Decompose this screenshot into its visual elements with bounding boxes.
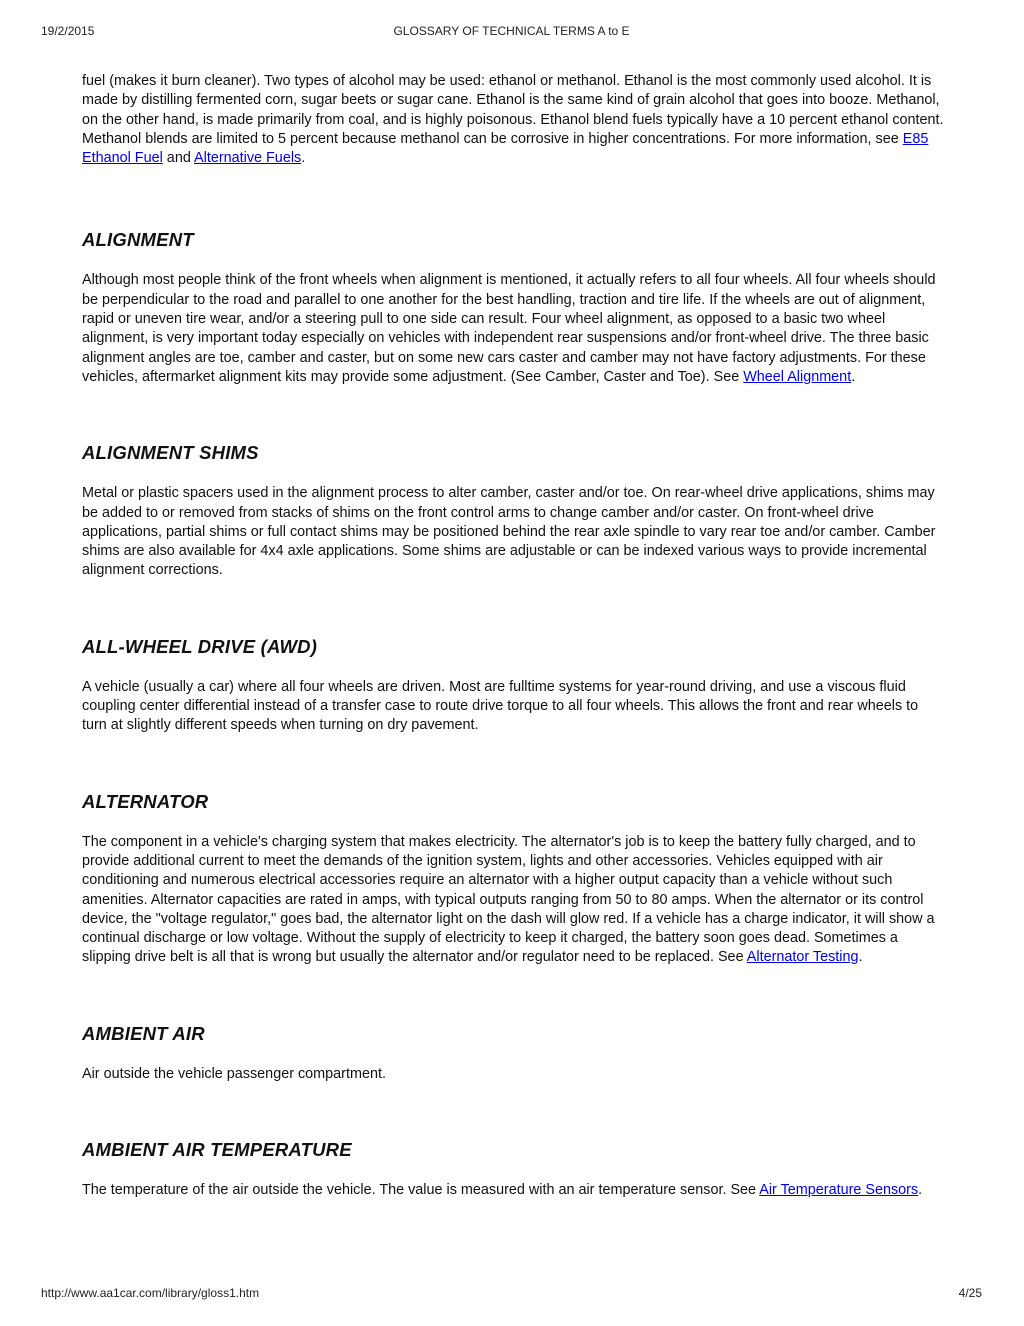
term-definition: Metal or plastic spacers used in the alignment process to alter camber, caster and/or toe. On rear-wheel drive applications, shims may be added to or removed from stacks of shims on the front control arms to change camber and/or caster. On front-wheel drive applications, partial shims or full contact shims may be positioned behind the rear axle spindle to vary rear toe and/or camber. Camber shims are also available for 4x4 axle applications. Some shims are adjustable or can be indexed various ways to provide incremental alignment corrections. [82,485,936,579]
definition-period: . [918,1182,923,1199]
term-definition: Air outside the vehicle passenger compartment. [82,1065,386,1082]
glossary-content [82,72,944,1200]
page-number: 4/25 [958,1286,982,1300]
definition-text: Although most people think of the front wheels when alignment is mentioned, it actually refers to all four wheels. All four wheels should be perpendicular to the road and parallel to one another for the best handling, traction and tire life. If the wheels are out of alignment, rapid or uneven tire wear, and/or a steering pull to one side can result. Four wheel alignment, as opposed to a basic two wheel alignment, is very important today especially on vehicles with independent rear suspensions and/or front-wheel drive. The three basic alignment angles are toe, camber and caster, but on some new cars caster and camber may not have factory adjustments. For these vehicles, aftermarket alignment kits may provide some adjustment. (See Camber, Caster and Toe). See [82,272,936,385]
term-heading: ALIGNMENT SHIMS [82,442,259,464]
term-alternator [82,791,944,968]
intro-conjunction: and [162,150,195,167]
page-footer [41,1286,982,1302]
alternative-fuels-link[interactable]: Alternative Fuels [194,150,302,167]
alternator-testing-link[interactable]: Alternator Testing [746,949,859,966]
definition-period: . [858,949,863,966]
term-heading: ALTERNATOR [82,790,209,812]
term-heading: AMBIENT AIR [82,1022,205,1044]
term-alignment-shims [82,442,944,580]
intro-period: . [301,150,306,167]
term-definition: A vehicle (usually a car) where all four wheels are driven. Most are fulltime systems for year-round driving, and use a viscous fluid coupling center differential instead of a transfer case to route drive torque to all four wheels. This allows the front and rear wheels to turn at slightly different speeds when turning on dry pavement. [82,678,919,734]
term-all-wheel-drive [82,636,944,736]
definition-text: The temperature of the air outside the vehicle. The value is measured with an air temperature sensor. See [82,1182,760,1199]
term-alignment [82,229,944,387]
definition-text: The component in a vehicle's charging system that makes electricity. The alternator's job is to keep the battery fully charged, and to provide additional current to meet the demands of the ignition system, lights and other accessories. Vehicles equipped with air conditioning and numerous electrical accessories require an alternator with a higher output capacity than a vehicle without such amenities. Alternator capacities are rated in amps, with typical outputs ranging from 50 to 80 amps. When the alternator or its control device, the "voltage regulator," goes bad, the alternator light on the dash will glow red. If a vehicle has a charge indicator, it will show a continual discharge or low voltage. Without the supply of electricity to keep it charged, the battery soon goes dead. Sometimes a slipping drive belt is all that is wrong but usually the alternator and/or regulator need to be replaced. See [82,833,935,966]
term-definition [82,271,944,387]
source-url: http://www.aa1car.com/library/gloss1.htm [41,1286,260,1300]
wheel-alignment-link[interactable]: Wheel Alignment [743,368,852,385]
term-heading: ALIGNMENT [82,229,194,251]
e85-ethanol-fuel-link[interactable]: E85 Ethanol Fuel [82,130,929,167]
air-temperature-sensors-link[interactable]: Air Temperature Sensors [759,1182,919,1199]
term-definition [82,1181,944,1200]
print-date: 19/2/2015 [41,24,95,38]
term-definition [82,833,944,968]
document-title: GLOSSARY OF TECHNICAL TERMS A to E [393,24,630,38]
definition-period: . [851,368,856,385]
page-header [41,24,982,40]
term-ambient-air-temperature [82,1139,944,1200]
term-heading: AMBIENT AIR TEMPERATURE [82,1139,352,1161]
intro-paragraph [82,72,944,168]
term-heading: ALL-WHEEL DRIVE (AWD) [82,635,318,657]
term-ambient-air [82,1023,944,1084]
intro-text: fuel (makes it burn cleaner). Two types of alcohol may be used: ethanol or methanol. Ethanol is the most commonly used alcohol. It is made by distilling fermented corn, sugar beets or sugar cane. Ethanol is the same kind of grain alcohol that goes into booze. Methanol, on the other hand, is made primarily from coal, and is highly poisonous. Ethanol blend fuels typically have a 10 percent ethanol content. Methanol blends are limited to 5 percent because methanol can be corrosive in higher concentrations. For more information, see [82,73,944,147]
